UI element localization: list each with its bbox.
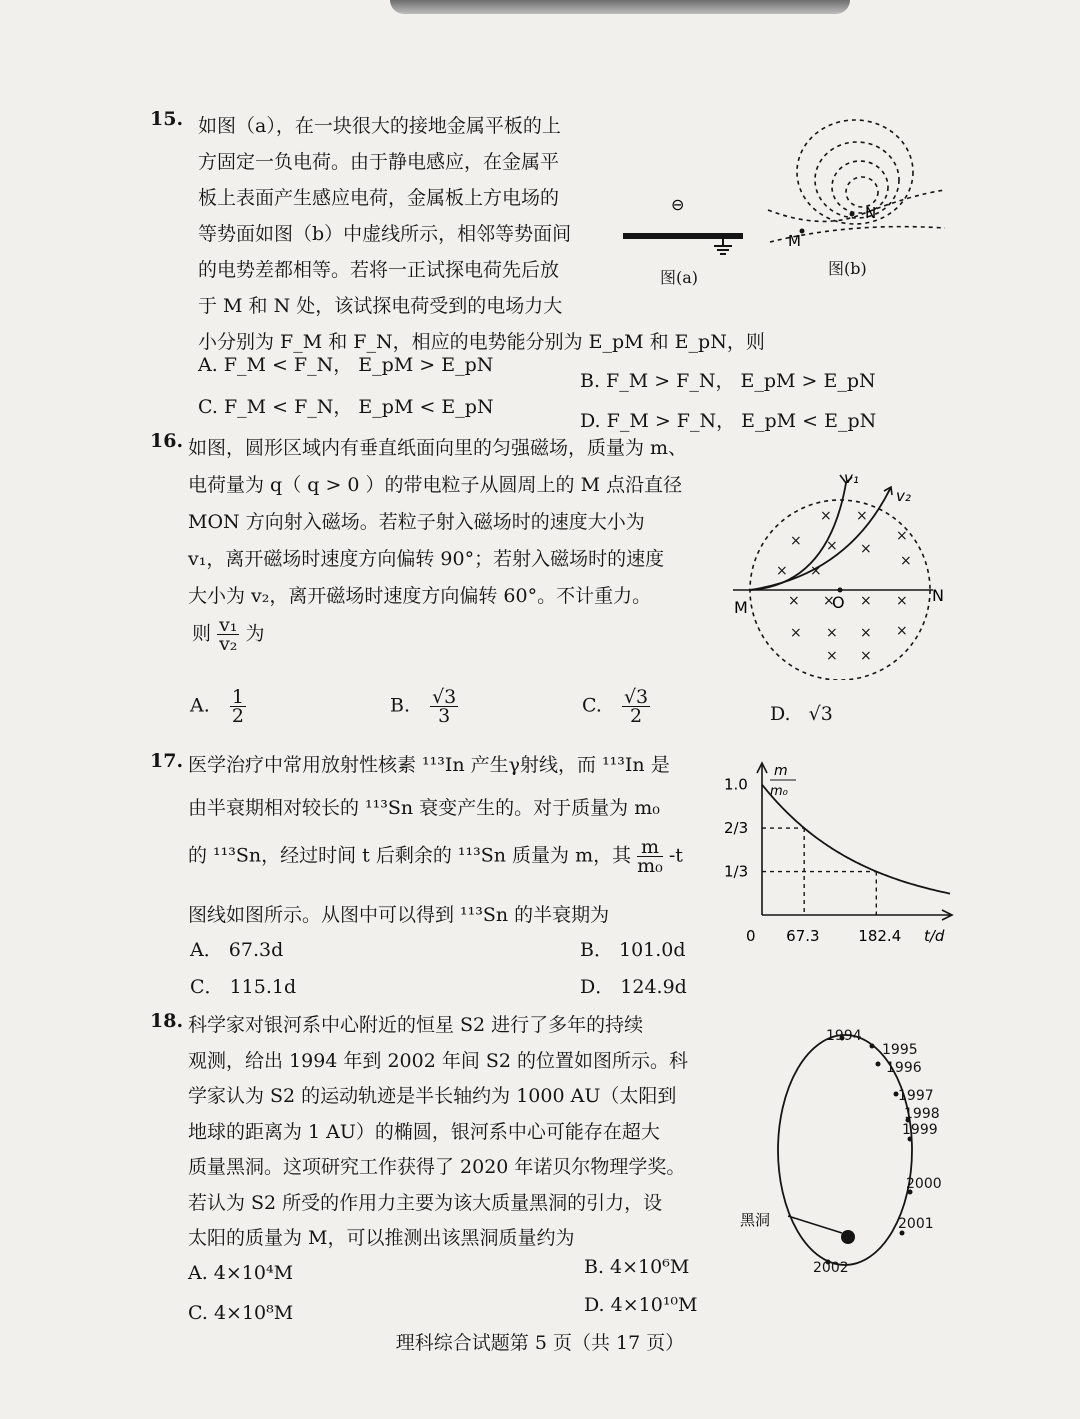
orbit-point bbox=[870, 1044, 875, 1049]
equipotential-lines bbox=[768, 120, 945, 242]
q17-fraction bbox=[637, 838, 663, 875]
q18-line: 太阳的质量为 M，可以推测出该黑洞质量约为 bbox=[188, 1227, 575, 1249]
negative-charge-icon: ⊖ bbox=[671, 195, 685, 214]
page-footer: 理科综合试题第 5 页（共 17 页） bbox=[395, 1332, 685, 1354]
q17-line: 医学治疗中常用放射性核素 ¹¹³In 产生γ射线，而 ¹¹³In 是 bbox=[188, 754, 670, 776]
frac-den: 2 bbox=[630, 705, 643, 727]
black-hole-label: 黑洞 bbox=[740, 1211, 771, 1229]
q18-line: 学家认为 S2 的运动轨迹是半长轴约为 1000 AU（太阳到 bbox=[188, 1085, 677, 1107]
q18-stem bbox=[188, 1008, 688, 1257]
point-m-label: M bbox=[734, 598, 748, 617]
q15-fig-b-caption: 图(b) bbox=[828, 259, 867, 278]
year-label: 1999 bbox=[902, 1122, 938, 1138]
q15-number: 15. bbox=[150, 108, 184, 130]
year-label: 2001 bbox=[898, 1216, 934, 1232]
x-mark: × bbox=[790, 625, 802, 641]
q15-line: 如图（a），在一块很大的接地金属平板的上 bbox=[198, 115, 561, 137]
v2-label: v₂ bbox=[896, 487, 911, 505]
option-label: A. bbox=[190, 694, 210, 717]
magnetic-field-marks bbox=[776, 508, 912, 664]
q16-ratio-suffix: 为 bbox=[245, 622, 265, 645]
frac-den: m₀ bbox=[637, 855, 663, 877]
q15-line: 于 M 和 N 处，该试探电荷受到的电场力大 bbox=[198, 295, 563, 317]
q18-option-d[interactable]: D. 4×10¹⁰M bbox=[584, 1294, 698, 1316]
q15-line: 的电势差都相等。若将一正试探电荷先后放 bbox=[198, 259, 560, 281]
option-label: D. bbox=[770, 703, 791, 725]
decay-chart bbox=[718, 755, 958, 955]
x-mark: × bbox=[790, 533, 802, 549]
q18-line: 观测，给出 1994 年到 2002 年间 S2 的位置如图所示。科 bbox=[188, 1049, 689, 1072]
q18-option-a[interactable]: A. 4×10⁴M bbox=[188, 1262, 294, 1284]
ratio-denominator: v₂ bbox=[219, 633, 238, 655]
x-mark: × bbox=[900, 553, 912, 569]
q15-option-a[interactable]: A. F_M < F_N， E_pM > E_pN bbox=[198, 354, 494, 376]
q17-option-c[interactable]: C． 115.1d bbox=[190, 976, 297, 998]
option-fraction bbox=[430, 688, 458, 725]
option-label: B. bbox=[390, 694, 411, 717]
y-tick-label: 1.0 bbox=[724, 775, 748, 794]
point-n-label: N bbox=[932, 586, 944, 605]
frac-den: 3 bbox=[438, 705, 451, 727]
x-tick-label: 67.3 bbox=[786, 927, 820, 945]
x-mark: × bbox=[826, 648, 838, 664]
x-mark: × bbox=[896, 528, 908, 544]
q15-line: 板上表面产生感应电荷，金属板上方电场的 bbox=[198, 187, 560, 209]
x-mark: × bbox=[860, 625, 872, 641]
year-label: 2002 bbox=[813, 1260, 849, 1276]
option-fraction bbox=[230, 688, 246, 725]
year-label: 1995 bbox=[882, 1042, 918, 1058]
q18-orbit-figure bbox=[730, 1020, 970, 1290]
q18-line: 地球的距离为 1 AU）的椭圆，银河系中心可能存在超大 bbox=[188, 1120, 660, 1143]
option-fraction bbox=[622, 688, 650, 725]
q17-option-b[interactable]: B． 101.0d bbox=[580, 939, 686, 961]
frac-num: √3 bbox=[432, 686, 457, 708]
q15-figure-b bbox=[760, 110, 950, 260]
x-mark: × bbox=[856, 508, 868, 524]
q18-line: 质量黑洞。这项研究工作获得了 2020 年诺贝尔物理学奖。 bbox=[188, 1156, 686, 1178]
year-label: 1998 bbox=[904, 1106, 940, 1122]
q16-option-d[interactable] bbox=[770, 703, 833, 725]
q17-line3-suffix: -t bbox=[668, 844, 683, 867]
q17-line3 bbox=[188, 838, 683, 875]
q18-number: 18. bbox=[150, 1010, 184, 1032]
frac-num: m bbox=[637, 838, 663, 857]
q17-number: 17. bbox=[150, 750, 184, 772]
q15-figure-a bbox=[615, 180, 755, 260]
x-tick-label: 182.4 bbox=[858, 927, 902, 945]
y-label-num: m bbox=[774, 763, 788, 779]
y-label-den: m₀ bbox=[770, 784, 788, 799]
q15-option-d[interactable]: D. F_M > F_N， E_pM < E_pN bbox=[580, 410, 877, 432]
x-label: t/d bbox=[924, 927, 945, 945]
q15-line: 小分别为 F_M 和 F_N，相应的电势能分别为 E_pM 和 E_pN，则 bbox=[198, 331, 765, 353]
x-mark: × bbox=[810, 563, 822, 579]
year-label: 1996 bbox=[886, 1060, 922, 1076]
x-mark: × bbox=[896, 623, 908, 639]
q16-ratio bbox=[192, 616, 264, 653]
q16-option-b[interactable] bbox=[390, 688, 458, 725]
x-mark: × bbox=[896, 593, 908, 609]
q16-ratio-fraction bbox=[217, 616, 239, 653]
q16-line: MON 方向射入磁场。若粒子射入磁场时的速度大小为 bbox=[188, 511, 645, 533]
q17-line: 图线如图所示。从图中可以得到 ¹¹³Sn 的半衰期为 bbox=[188, 904, 610, 926]
x-mark: × bbox=[860, 648, 872, 664]
x-mark: × bbox=[860, 593, 872, 609]
q16-line: 大小为 v₂，离开磁场时速度方向偏转 60°。不计重力。 bbox=[188, 585, 652, 607]
v1-label: v₁ bbox=[844, 469, 859, 487]
frac-num: √3 bbox=[623, 686, 649, 708]
orbit-point bbox=[876, 1062, 881, 1067]
x-mark: × bbox=[820, 508, 832, 524]
ratio-numerator: v₁ bbox=[219, 614, 238, 636]
x-mark: × bbox=[823, 593, 835, 609]
point-n-label: N bbox=[865, 204, 877, 222]
scan-shadow bbox=[390, 0, 850, 14]
year-label: 1997 bbox=[898, 1088, 934, 1104]
q15-option-b[interactable]: B. F_M > F_N， E_pM > E_pN bbox=[580, 370, 876, 392]
year-label: 1994 bbox=[826, 1028, 862, 1044]
q16-line: 如图，圆形区域内有垂直纸面向里的匀强磁场，质量为 m、 bbox=[188, 437, 688, 459]
x-mark: × bbox=[860, 541, 872, 557]
decay-curve bbox=[762, 785, 950, 894]
q18-line: 科学家对银河系中心附近的恒星 S2 进行了多年的持续 bbox=[188, 1014, 644, 1036]
q15-line: 方固定一负电荷。由于静电感应，在金属平 bbox=[198, 151, 560, 173]
frac-den: 2 bbox=[231, 705, 244, 727]
q18-option-b[interactable]: B. 4×10⁶M bbox=[584, 1256, 690, 1278]
option-value: √3 bbox=[808, 703, 833, 725]
y-tick-label: 1/3 bbox=[724, 862, 749, 881]
q15-option-c[interactable]: C. F_M < F_N， E_pM < E_pN bbox=[198, 396, 494, 418]
q17-option-a[interactable]: A． 67.3d bbox=[190, 939, 284, 961]
frac-num: 1 bbox=[231, 686, 244, 708]
point-o-label: O bbox=[832, 593, 845, 612]
q16-option-a[interactable] bbox=[190, 688, 246, 725]
x-mark: × bbox=[826, 625, 838, 641]
x-mark: × bbox=[788, 593, 800, 609]
q15-line: 等势面如图（b）中虚线所示，相邻等势面间 bbox=[198, 223, 572, 245]
q16-stem bbox=[188, 430, 687, 615]
q18-line: 若认为 S2 所受的作用力主要为该大质量黑洞的引力，设 bbox=[188, 1191, 663, 1214]
q17-line: 由半衰期相对较长的 ¹¹³Sn 衰变产生的。对于质量为 m₀ bbox=[188, 797, 660, 819]
y-tick-label: 2/3 bbox=[724, 819, 749, 838]
origin-label: 0 bbox=[746, 927, 756, 945]
x-mark: × bbox=[776, 563, 788, 579]
q16-line: v₁，离开磁场时速度方向偏转 90°；若射入磁场时的速度 bbox=[188, 548, 665, 570]
metal-plate bbox=[623, 233, 743, 239]
q16-number: 16. bbox=[150, 430, 184, 452]
black-hole-icon bbox=[841, 1230, 855, 1244]
q16-ratio-prefix: 则 bbox=[192, 622, 212, 645]
q17-option-d[interactable]: D． 124.9d bbox=[580, 976, 687, 998]
q15-fig-a-caption: 图(a) bbox=[660, 268, 699, 287]
q16-line: 电荷量为 q（ q > 0 ）的带电粒子从圆周上的 M 点沿直径 bbox=[188, 474, 683, 496]
option-label: C. bbox=[582, 694, 602, 717]
q16-figure bbox=[728, 465, 958, 680]
q18-option-c[interactable]: C. 4×10⁸M bbox=[188, 1302, 294, 1324]
x-mark: × bbox=[826, 538, 838, 554]
q16-option-c[interactable] bbox=[582, 688, 650, 725]
year-label: 2000 bbox=[906, 1176, 942, 1192]
point-m-label: M bbox=[788, 232, 801, 250]
q17-line3-text: 的 ¹¹³Sn，经过时间 t 后剩余的 ¹¹³Sn 质量为 m，其 bbox=[188, 844, 632, 867]
